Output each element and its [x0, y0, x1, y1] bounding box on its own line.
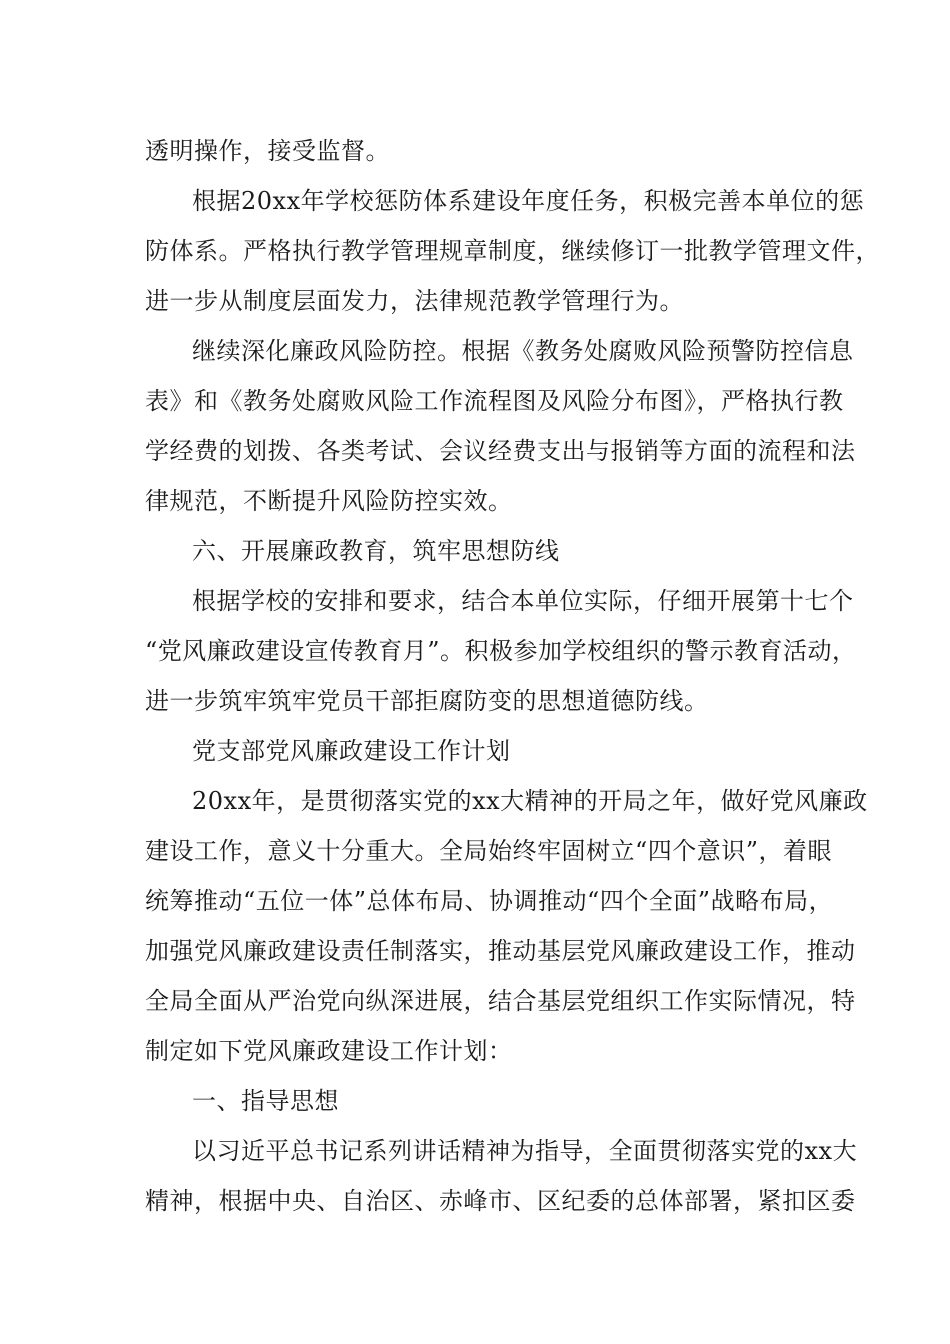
text-line: 进一步筑牢筑牢党员干部拒腐防变的思想道德防线。	[145, 687, 709, 715]
section-heading: 一、指导思想	[192, 1087, 339, 1115]
text-line: 透明操作，接受监督。	[145, 137, 390, 165]
paragraph-start-line: 20xx年，是贯彻落实党的xx大精神的开局之年，做好党风廉政	[192, 787, 868, 815]
text-line: 进一步从制度层面发力，法律规范教学管理行为。	[145, 287, 684, 315]
text-line: “党风廉政建设宣传教育月”。积极参加学校组织的警示教育活动，	[145, 637, 857, 665]
text-line: 防体系。严格执行教学管理规章制度，继续修订一批教学管理文件，	[145, 237, 880, 265]
text-line: 学经费的划拨、各类考试、会议经费支出与报销等方面的流程和法	[145, 437, 856, 465]
paragraph-start-line: 以习近平总书记系列讲话精神为指导，全面贯彻落实党的xx大	[192, 1137, 858, 1165]
text-line: 表》和《教务处腐败风险工作流程图及风险分布图》，严格执行教	[145, 387, 844, 415]
text-line: 全局全面从严治党向纵深进展，结合基层党组织工作实际情况，特	[145, 987, 856, 1015]
paragraph-start-line: 根据20xx年学校惩防体系建设年度任务，积极完善本单位的惩	[192, 187, 865, 215]
paragraph-start-line: 继续深化廉政风险防控。根据《教务处腐败风险预警防控信息	[192, 337, 854, 365]
text-line: 建设工作，意义十分重大。全局始终牢固树立“四个意识”，着眼	[145, 837, 833, 865]
section-heading: 六、开展廉政教育，筑牢思想防线	[192, 537, 560, 565]
paragraph-start-line: 根据学校的安排和要求，结合本单位实际，仔细开展第十七个	[192, 587, 854, 615]
document-title: 党支部党风廉政建设工作计划	[192, 737, 511, 765]
text-line: 加强党风廉政建设责任制落实，推动基层党风廉政建设工作，推动	[145, 937, 856, 965]
text-line: 精神，根据中央、自治区、赤峰市、区纪委的总体部署，紧扣区委	[145, 1187, 856, 1215]
text-line: 律规范，不断提升风险防控实效。	[145, 487, 513, 515]
text-line: 制定如下党风廉政建设工作计划：	[145, 1037, 513, 1065]
text-line: 统筹推动“五位一体”总体布局、协调推动“四个全面”战略布局，	[145, 887, 834, 915]
